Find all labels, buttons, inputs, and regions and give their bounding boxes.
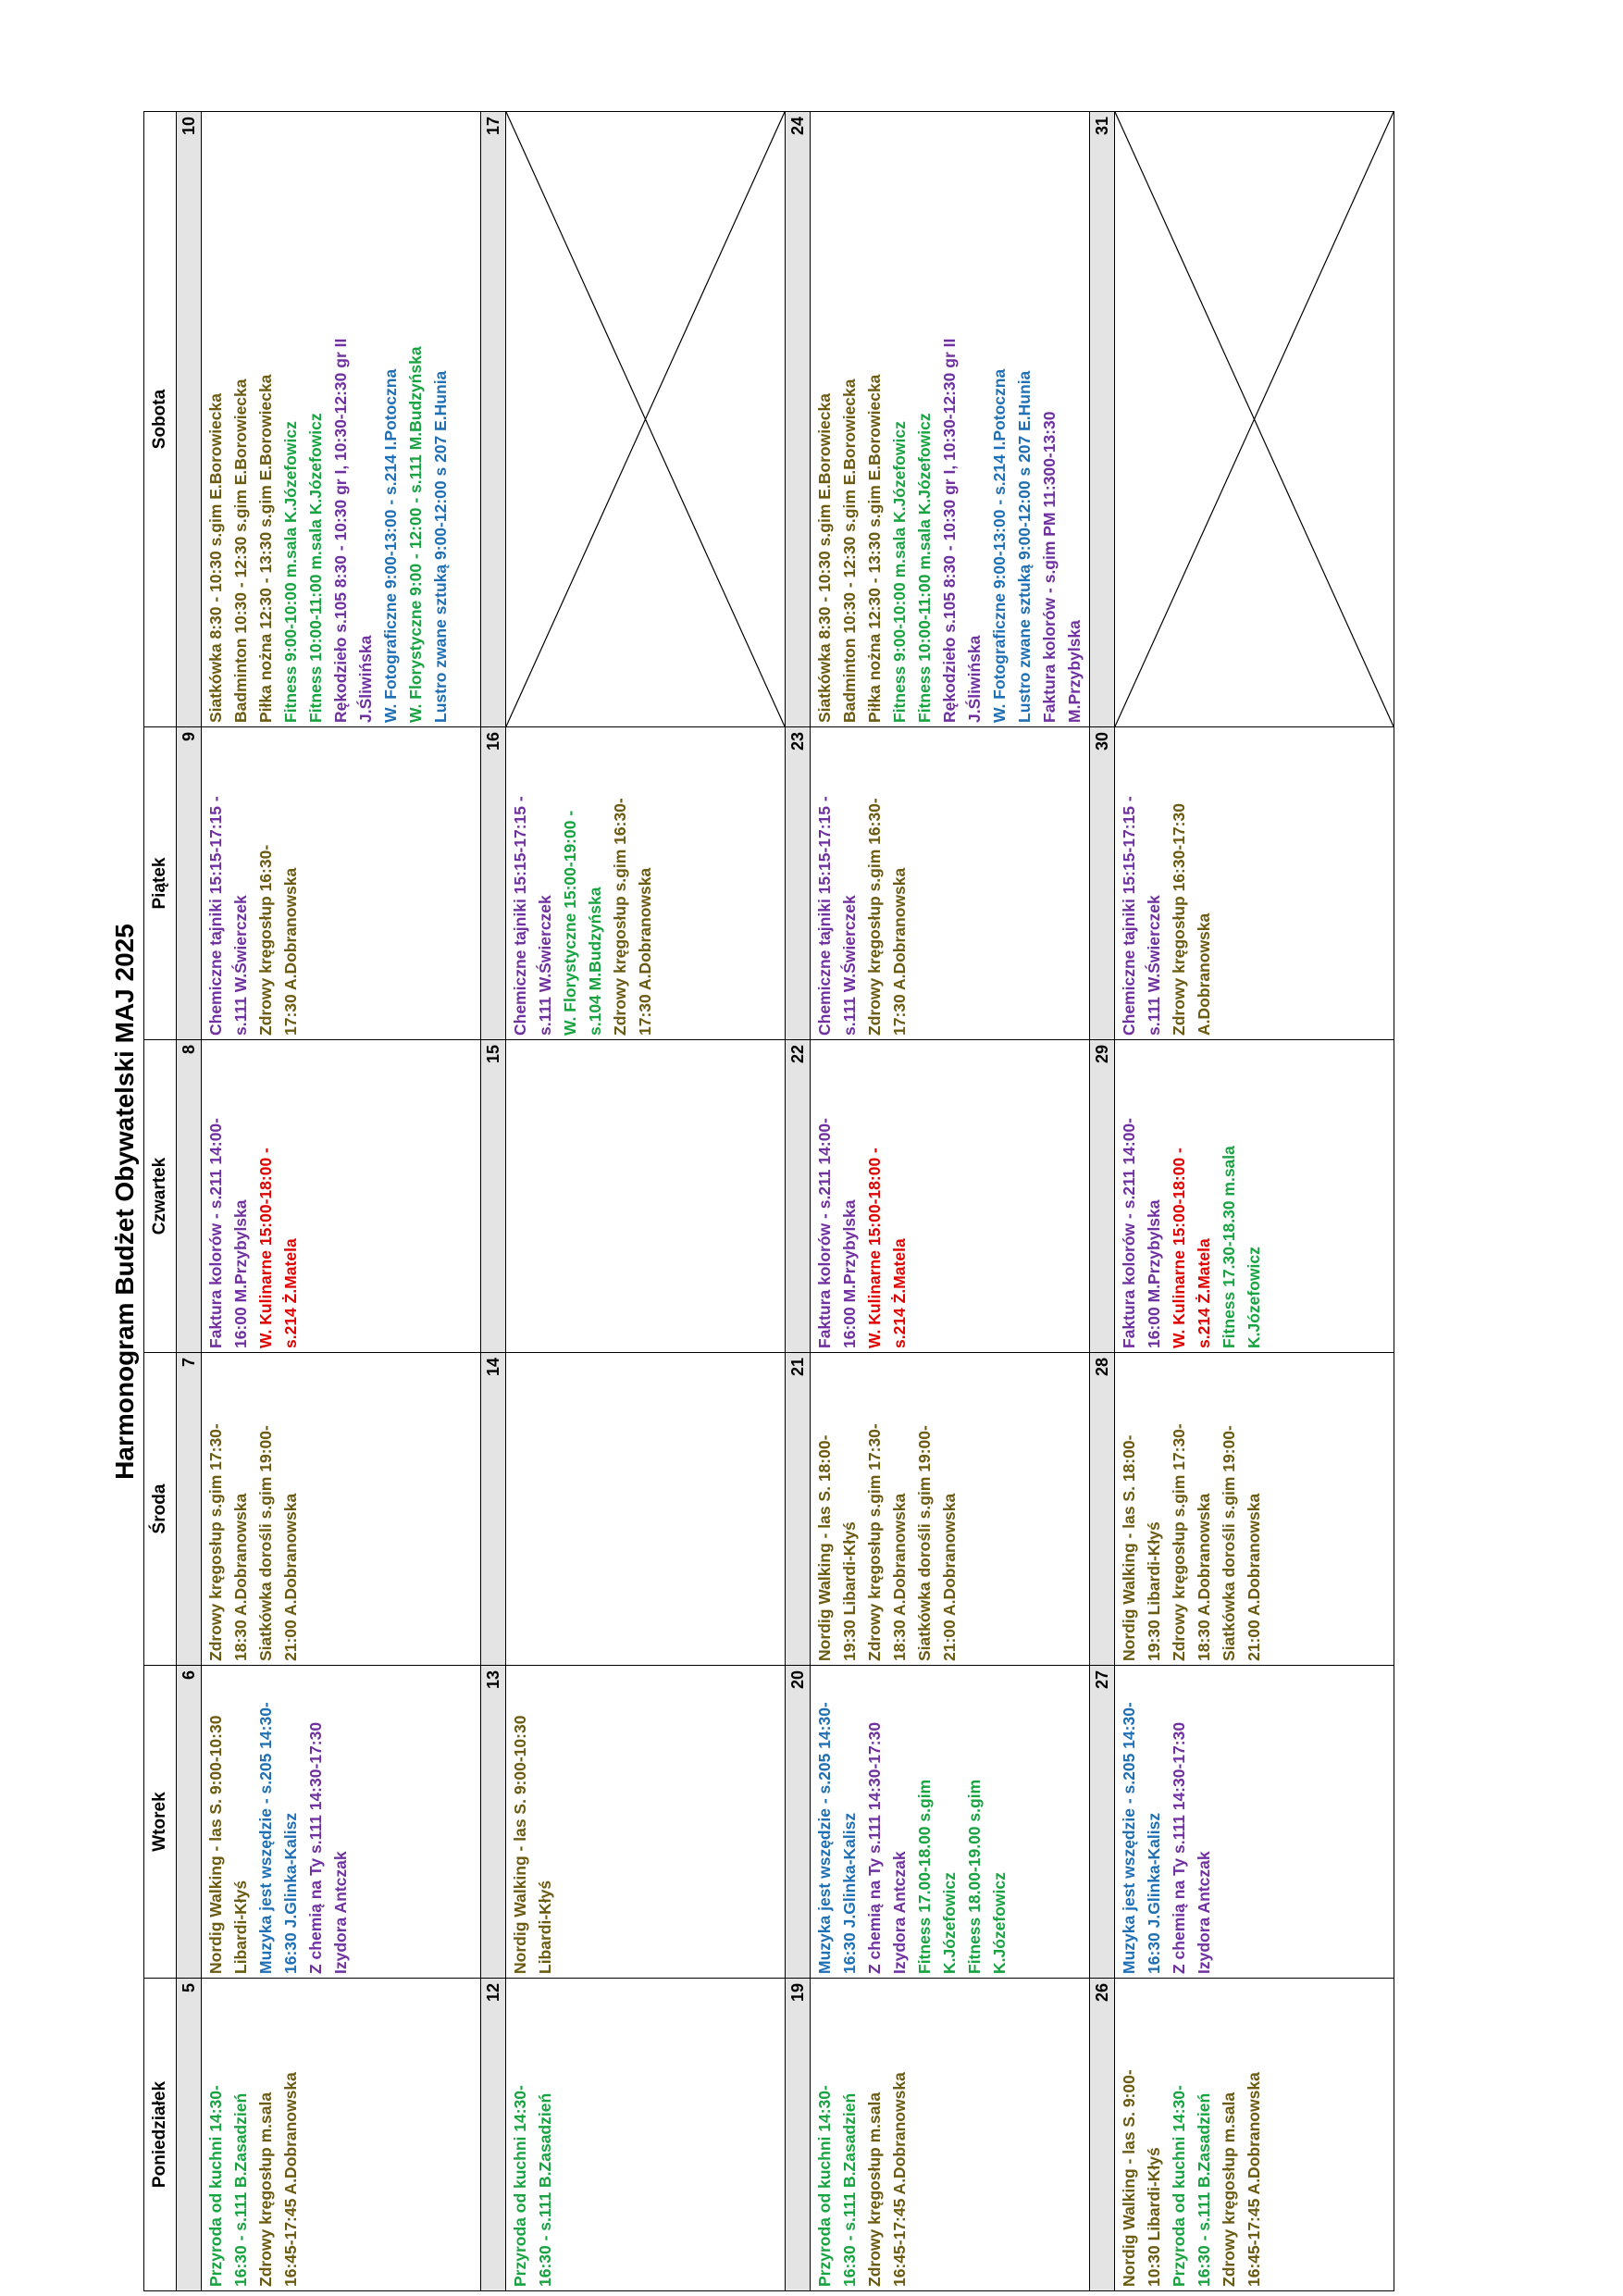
- date-number-thursday: 29: [1090, 1040, 1115, 1353]
- week-4-date-row: [1090, 112, 1115, 2291]
- event-list: [506, 1040, 508, 1352]
- event-entry: Przyroda od kuchni 14:30- 16:30 - s.111 B.Zasadzień: [1170, 2085, 1213, 2287]
- event-entry: Muzyka jest wszędzie - s.205 14:30- 16:30 J.Glinka-Kalisz: [256, 1702, 300, 1974]
- date-number-friday: 16: [481, 727, 506, 1040]
- date-number-tuesday: 13: [481, 1666, 506, 1979]
- event-entry: Lustro zwane sztuką 9:00-12:00 s 207 E.Hunia: [431, 370, 450, 723]
- week-3-events-row: [811, 112, 1090, 2291]
- date-number-monday: 12: [481, 1979, 506, 2291]
- event-list: [811, 1979, 912, 2290]
- day-cell-wednesday: [1115, 1353, 1394, 1666]
- day-cell-friday: [202, 727, 481, 1040]
- day-cell-saturday: [202, 112, 481, 727]
- week-1-events-row: [202, 112, 481, 2291]
- event-entry: Fitness 17.30-18.30 m.sala K.Józefowicz: [1220, 1146, 1263, 1348]
- event-entry: Badminton 10:30 - 12:30 s.gim E.Borowiecka: [840, 379, 859, 723]
- event-list: [811, 1353, 962, 1665]
- date-number-monday: 19: [786, 1979, 811, 2291]
- week-4-events-row: [1115, 112, 1394, 2291]
- day-header-friday: Piątek: [144, 727, 177, 1040]
- event-list: [1115, 1979, 1267, 2290]
- event-entry: Fitness 18.00-19.00 s.gim K.Józefowicz: [965, 1779, 1009, 1974]
- event-entry: Z chemią na Ty s.111 14:30-17:30 Izydora Antczak: [1170, 1721, 1213, 1974]
- event-list: [202, 727, 304, 1039]
- date-number-wednesday: 21: [786, 1353, 811, 1666]
- event-entry: Faktura kolorów - s.211 14:00- 16:00 M.Przybylska: [1120, 1118, 1163, 1348]
- event-entry: Zdrowy kręgosłup s.gim 16:30- 17:30 A.Dobranowska: [865, 798, 909, 1036]
- day-cell-monday: [811, 1979, 1090, 2291]
- date-number-saturday: 10: [177, 112, 202, 727]
- event-list: [811, 727, 912, 1039]
- event-entry: Siatkówka 8:30 - 10:30 s.gim E.Borowiecka: [206, 393, 225, 723]
- date-number-thursday: 8: [177, 1040, 202, 1353]
- event-entry: Piłka nożna 12:30 - 13:30 s.gim E.Borowiecka: [865, 374, 884, 723]
- crossed-out-mark: [506, 112, 785, 726]
- event-entry: Siatkówka 8:30 - 10:30 s.gim E.Borowiecka: [815, 393, 834, 723]
- event-list: [811, 1040, 912, 1352]
- event-entry: Nordig Walking - las S. 9:00- 10:30 Libardi-Kłyś: [1120, 2069, 1163, 2287]
- event-entry: Zdrowy kręgosłup m.sala 16:45-17:45 A.Dobranowska: [865, 2072, 909, 2287]
- day-cell-monday: [506, 1979, 786, 2291]
- day-cell-thursday: [811, 1040, 1090, 1353]
- event-entry: Chemiczne tajniki 15:15-17:15 - s.111 W.Świerczek: [511, 796, 554, 1036]
- date-number-wednesday: 14: [481, 1353, 506, 1666]
- event-entry: W. Fotograficzne 9:00-13:00 - s.214 I.Potoczna: [381, 368, 400, 723]
- date-number-thursday: 22: [786, 1040, 811, 1353]
- date-number-friday: 30: [1090, 727, 1115, 1040]
- event-entry: Zdrowy kręgosłup 16:30- 17:30 A.Dobranowska: [256, 844, 300, 1036]
- event-entry: W. Florystyczne 15:00-19:00 - s.104 M.Budzyńska: [561, 810, 604, 1036]
- date-number-tuesday: 20: [786, 1666, 811, 1979]
- event-entry: Chemiczne tajniki 15:15-17:15 - s.111 W.Świerczek: [1120, 796, 1163, 1036]
- event-entry: Siatkówka dorośli s.gim 19:00- 21:00 A.Dobranowska: [256, 1425, 300, 1661]
- day-cell-thursday: [202, 1040, 481, 1353]
- event-entry: Siatkówka dorośli s.gim 19:00- 21:00 A.Dobranowska: [1220, 1425, 1263, 1661]
- event-entry: Zdrowy kręgosłup s.gim 17:30- 18:30 A.Dobranowska: [206, 1423, 250, 1661]
- event-entry: Nordig Walking - las S. 9:00-10:30 Libardi-Kłyś: [206, 1715, 250, 1974]
- day-cell-thursday: [1115, 1040, 1394, 1353]
- event-entry: Nordig Walking - las S. 18:00- 19:30 Libardi-Kłyś: [1120, 1434, 1163, 1661]
- event-entry: Zdrowy kręgosłup 16:30-17:30 A.Dobranowska: [1170, 803, 1213, 1036]
- event-entry: W. Fotograficzne 9:00-13:00 - s.214 I.Potoczna: [990, 368, 1009, 723]
- event-entry: Nordig Walking - las S. 18:00- 19:30 Libardi-Kłyś: [815, 1434, 859, 1661]
- day-header-row: [144, 112, 177, 2291]
- day-cell-wednesday: [811, 1353, 1090, 1666]
- event-entry: Fitness 9:00-10:00 m.sala K.Józefowicz: [281, 421, 300, 723]
- event-list: [1115, 1040, 1267, 1352]
- event-list: [811, 112, 1087, 726]
- day-cell-tuesday: [202, 1666, 481, 1979]
- date-number-monday: 26: [1090, 1979, 1115, 2291]
- event-list: [506, 727, 658, 1039]
- event-list: [202, 1666, 353, 1978]
- date-number-monday: 5: [177, 1979, 202, 2291]
- event-entry: Zdrowy kręgosłup m.sala 16:45-17:45 A.Dobranowska: [256, 2072, 300, 2287]
- event-entry: Faktura kolorów - s.211 14:00- 16:00 M.Przybylska: [206, 1118, 250, 1348]
- date-number-thursday: 15: [481, 1040, 506, 1353]
- day-cell-wednesday: [202, 1353, 481, 1666]
- event-entry: Fitness 10:00-11:00 m.sala K.Józefowicz: [915, 413, 934, 723]
- event-list: [1115, 1353, 1267, 1665]
- event-entry: Rękodzieło s.105 8:30 - 10:30 gr I, 10:30-12:30 gr II J.Śliwińska: [331, 338, 375, 723]
- event-entry: W. Kulinarne 15:00-18:00 - s.214 Ż.Matela: [256, 1148, 300, 1348]
- week-3-date-row: [786, 112, 811, 2291]
- day-cell-tuesday: [1115, 1666, 1394, 1979]
- day-cell-tuesday: [811, 1666, 1090, 1979]
- event-entry: Przyroda od kuchni 14:30- 16:30 - s.111 B.Zasadzień: [815, 2085, 859, 2287]
- event-entry: Zdrowy kręgosłup m.sala 16:45-17:45 A.Dobranowska: [1220, 2072, 1263, 2287]
- event-entry: Piłka nożna 12:30 - 13:30 s.gim E.Borowiecka: [256, 374, 275, 723]
- day-cell-wednesday: [506, 1353, 786, 1666]
- event-entry: Siatkówka dorośli s.gim 19:00- 21:00 A.Dobranowska: [915, 1425, 959, 1661]
- date-number-tuesday: 27: [1090, 1666, 1115, 1979]
- event-entry: Zdrowy kręgosłup s.gim 17:30- 18:30 A.Dobranowska: [1170, 1423, 1213, 1661]
- event-entry: Fitness 9:00-10:00 m.sala K.Józefowicz: [890, 421, 909, 723]
- event-list: [202, 1353, 304, 1665]
- day-header-saturday: Sobota: [144, 112, 177, 727]
- schedule-table: [143, 111, 1394, 2291]
- event-entry: Nordig Walking - las S. 9:00-10:30 Libardi-Kłyś: [511, 1715, 554, 1974]
- event-entry: Przyroda od kuchni 14:30- 16:30 - s.111 B.Zasadzień: [206, 2085, 250, 2287]
- page-title: Harmonogram Budżet Obywatelski MAJ 2025: [110, 924, 139, 1480]
- day-cell-saturday: [1115, 112, 1394, 727]
- event-entry: Zdrowy kręgosłup s.gim 17:30- 18:30 A.Dobranowska: [865, 1423, 909, 1661]
- date-number-wednesday: 28: [1090, 1353, 1115, 1666]
- event-entry: Przyroda od kuchni 14:30- 16:30 - s.111 B.Zasadzień: [511, 2085, 554, 2287]
- event-entry: Lustro zwane sztuką 9:00-12:00 s 207 E.Hunia: [1015, 370, 1034, 723]
- event-entry: Badminton 10:30 - 12:30 s.gim E.Borowiecka: [231, 379, 250, 723]
- week-2-events-row: [506, 112, 786, 2291]
- event-entry: Muzyka jest wszędzie - s.205 14:30- 16:30 J.Glinka-Kalisz: [1120, 1702, 1163, 1974]
- event-list: [1115, 727, 1217, 1039]
- crossed-out-mark: [1115, 112, 1394, 726]
- day-cell-saturday: [811, 112, 1090, 727]
- day-header-monday: Poniedziałek: [144, 1979, 177, 2291]
- event-list: [202, 1979, 304, 2290]
- event-list: [202, 112, 453, 726]
- event-list: [506, 1353, 508, 1665]
- day-cell-thursday: [506, 1040, 786, 1353]
- event-entry: Z chemią na Ty s.111 14:30-17:30 Izydora Antczak: [865, 1721, 909, 1974]
- event-list: [506, 1979, 558, 2290]
- event-entry: Fitness 10:00-11:00 m.sala K.Józefowicz: [306, 413, 325, 723]
- week-2-date-row: [481, 112, 506, 2291]
- date-number-tuesday: 6: [177, 1666, 202, 1979]
- day-header-wednesday: Środa: [144, 1353, 177, 1666]
- event-entry: Z chemią na Ty s.111 14:30-17:30 Izydora Antczak: [306, 1721, 350, 1974]
- day-cell-friday: [506, 727, 786, 1040]
- event-entry: Rękodzieło s.105 8:30 - 10:30 gr I, 10:30-12:30 gr II J.Śliwińska: [940, 338, 984, 723]
- event-entry: Faktura kolorów - s.gim PM 11:300-13:30 M.Przybylska: [1040, 411, 1084, 723]
- day-cell-tuesday: [506, 1666, 786, 1979]
- event-entry: W. Kulinarne 15:00-18:00 - s.214 Ż.Matela: [865, 1148, 909, 1348]
- day-cell-monday: [1115, 1979, 1394, 2291]
- event-entry: W. Kulinarne 15:00-18:00 - s.214 Ż.Matela: [1170, 1148, 1213, 1348]
- event-entry: Muzyka jest wszędzie - s.205 14:30- 16:30 J.Glinka-Kalisz: [815, 1702, 859, 1974]
- date-number-wednesday: 7: [177, 1353, 202, 1666]
- event-list: [202, 1040, 304, 1352]
- schedule-page: [106, 112, 1328, 2291]
- week-1-date-row: [177, 112, 202, 2291]
- event-entry: Zdrowy kręgosłup s.gim 16:30- 17:30 A.Dobranowska: [611, 798, 654, 1036]
- date-number-saturday: 24: [786, 112, 811, 727]
- day-cell-monday: [202, 1979, 481, 2291]
- event-entry: Fitness 17.00-18.00 s.gim K.Józefowicz: [915, 1779, 959, 1974]
- event-list: [506, 1666, 558, 1978]
- date-number-saturday: 31: [1090, 112, 1115, 727]
- event-entry: W. Florystyczne 9:00 - 12:00 - s.111 M.Budzyńska: [406, 346, 425, 723]
- event-entry: Chemiczne tajniki 15:15-17:15 - s.111 W.Świerczek: [815, 796, 859, 1036]
- date-number-saturday: 17: [481, 112, 506, 727]
- day-cell-friday: [1115, 727, 1394, 1040]
- event-entry: Faktura kolorów - s.211 14:00- 16:00 M.Przybylska: [815, 1118, 859, 1348]
- day-cell-saturday: [506, 112, 786, 727]
- date-number-friday: 23: [786, 727, 811, 1040]
- event-list: [811, 1666, 1012, 1978]
- day-header-thursday: Czwartek: [144, 1040, 177, 1353]
- day-header-tuesday: Wtorek: [144, 1666, 177, 1979]
- event-entry: Chemiczne tajniki 15:15-17:15 - s.111 W.Świerczek: [206, 796, 250, 1036]
- date-number-friday: 9: [177, 727, 202, 1040]
- day-cell-friday: [811, 727, 1090, 1040]
- event-list: [1115, 1666, 1217, 1978]
